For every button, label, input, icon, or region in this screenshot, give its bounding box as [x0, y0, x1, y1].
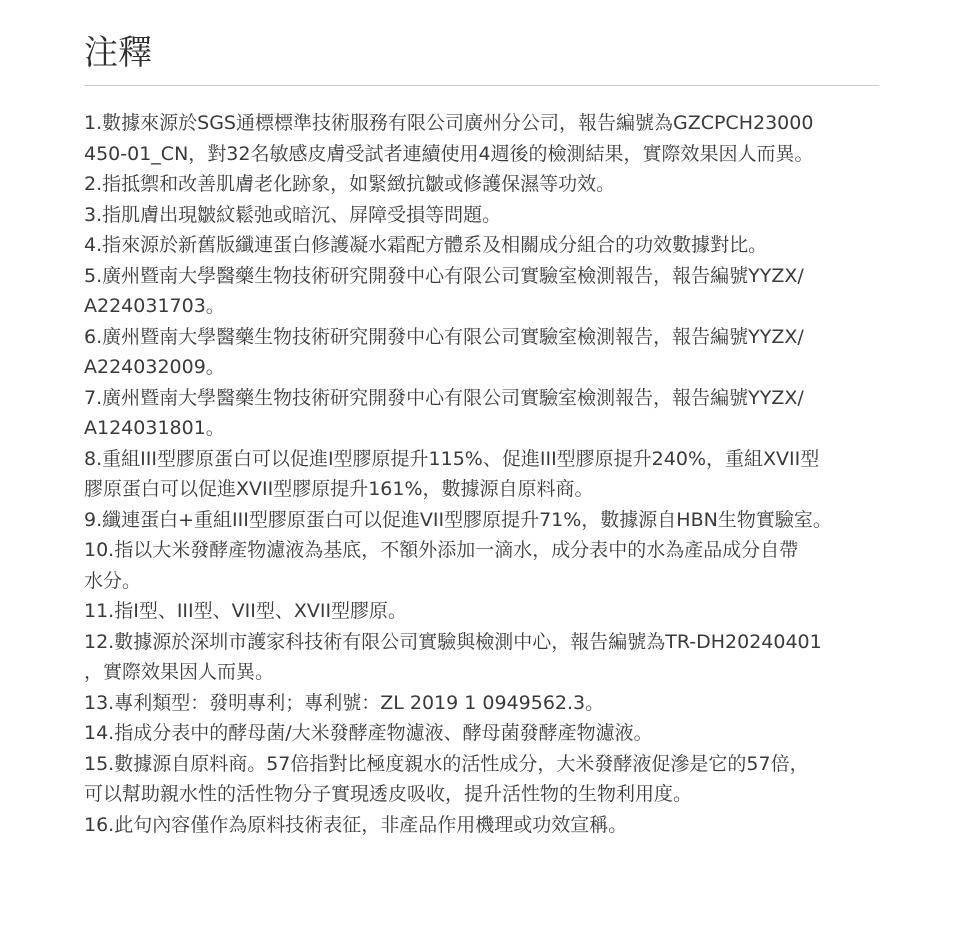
section-title: 注釋	[84, 33, 152, 73]
note-line: 11.指I型、III型、VII型、XVII型膠原。	[84, 600, 408, 622]
note-line: 4.指來源於新舊版纖連蛋白修護凝水霜配方體系及相關成分組合的功效數據對比。	[84, 234, 768, 256]
note-line: 膠原蛋白可以促進XVII型膠原提升161%，數據源自原料商。	[84, 478, 594, 500]
note-line: A224031703。	[84, 295, 225, 317]
note-line: 8.重組III型膠原蛋白可以促進I型膠原提升115%、促進III型膠原提升240%，重組XVII型	[84, 447, 820, 470]
note-line: ，實際效果因人而異。	[84, 661, 275, 683]
note-line: 水分。	[84, 569, 142, 592]
note-line: 7.廣州暨南大學醫藥生物技術研究開發中心有限公司實驗室檢測報告，報告編號YYZX/	[84, 386, 804, 409]
note-line: 14.指成分表中的酵母菌/大米發酵產物濾液、酵母菌發酵產物濾液。	[84, 722, 653, 744]
note-line: 16.此句內容僅作為原料技術表征，非產品作用機理或功效宣稱。	[84, 813, 628, 836]
note-line: 12.數據源於深圳市護家科技術有限公司實驗與檢測中心，報告編號為TR-DH20240401	[84, 630, 822, 653]
note-line: A124031801。	[84, 417, 225, 439]
note-line: 6.廣州暨南大學醫藥生物技術研究開發中心有限公司實驗室檢測報告，報告編號YYZX/	[84, 325, 804, 348]
note-line: 10.指以大米發酵產物濾液為基底，不額外添加一滴水，成分表中的水為產品成分自帶	[84, 539, 799, 561]
note-line: 3.指肌膚出現皺紋鬆弛或暗沉、屏障受損等問題。	[84, 203, 502, 226]
note-line: 1.數據來源於SGS通標標準技術服務有限公司廣州分公司，報告編號為GZCPCH23000	[84, 112, 814, 134]
title-divider	[84, 85, 879, 86]
note-line: 13.專利類型：發明專利；專利號：ZL 2019 1 0949562.3。	[84, 691, 605, 714]
note-line: 5.廣州暨南大學醫藥生物技術研究開發中心有限公司實驗室檢測報告，報告編號YYZX/	[84, 264, 804, 287]
notes-section	[84, 30, 879, 840]
note-line: 450-01_CN，對32名敏感皮膚受試者連續使用4週後的檢測結果，實際效果因人而異。	[84, 142, 814, 165]
notes-list	[84, 108, 879, 840]
note-line: A224032009。	[84, 356, 225, 378]
note-line: 可以幫助親水性的活性物分子實現透皮吸收，提升活性物的生物利用度。	[84, 783, 693, 805]
note-line: 2.指抵禦和改善肌膚老化跡象，如緊緻抗皺或修護保濕等功效。	[84, 173, 616, 195]
note-line: 15.數據源自原料商。57倍指對比極度親水的活性成分，大米發酵液促滲是它的57倍，	[84, 752, 809, 775]
note-line: 9.纖連蛋白+重組III型膠原蛋白可以促進VII型膠原提升71%，數據源自HBN生物實驗室。	[84, 508, 832, 531]
